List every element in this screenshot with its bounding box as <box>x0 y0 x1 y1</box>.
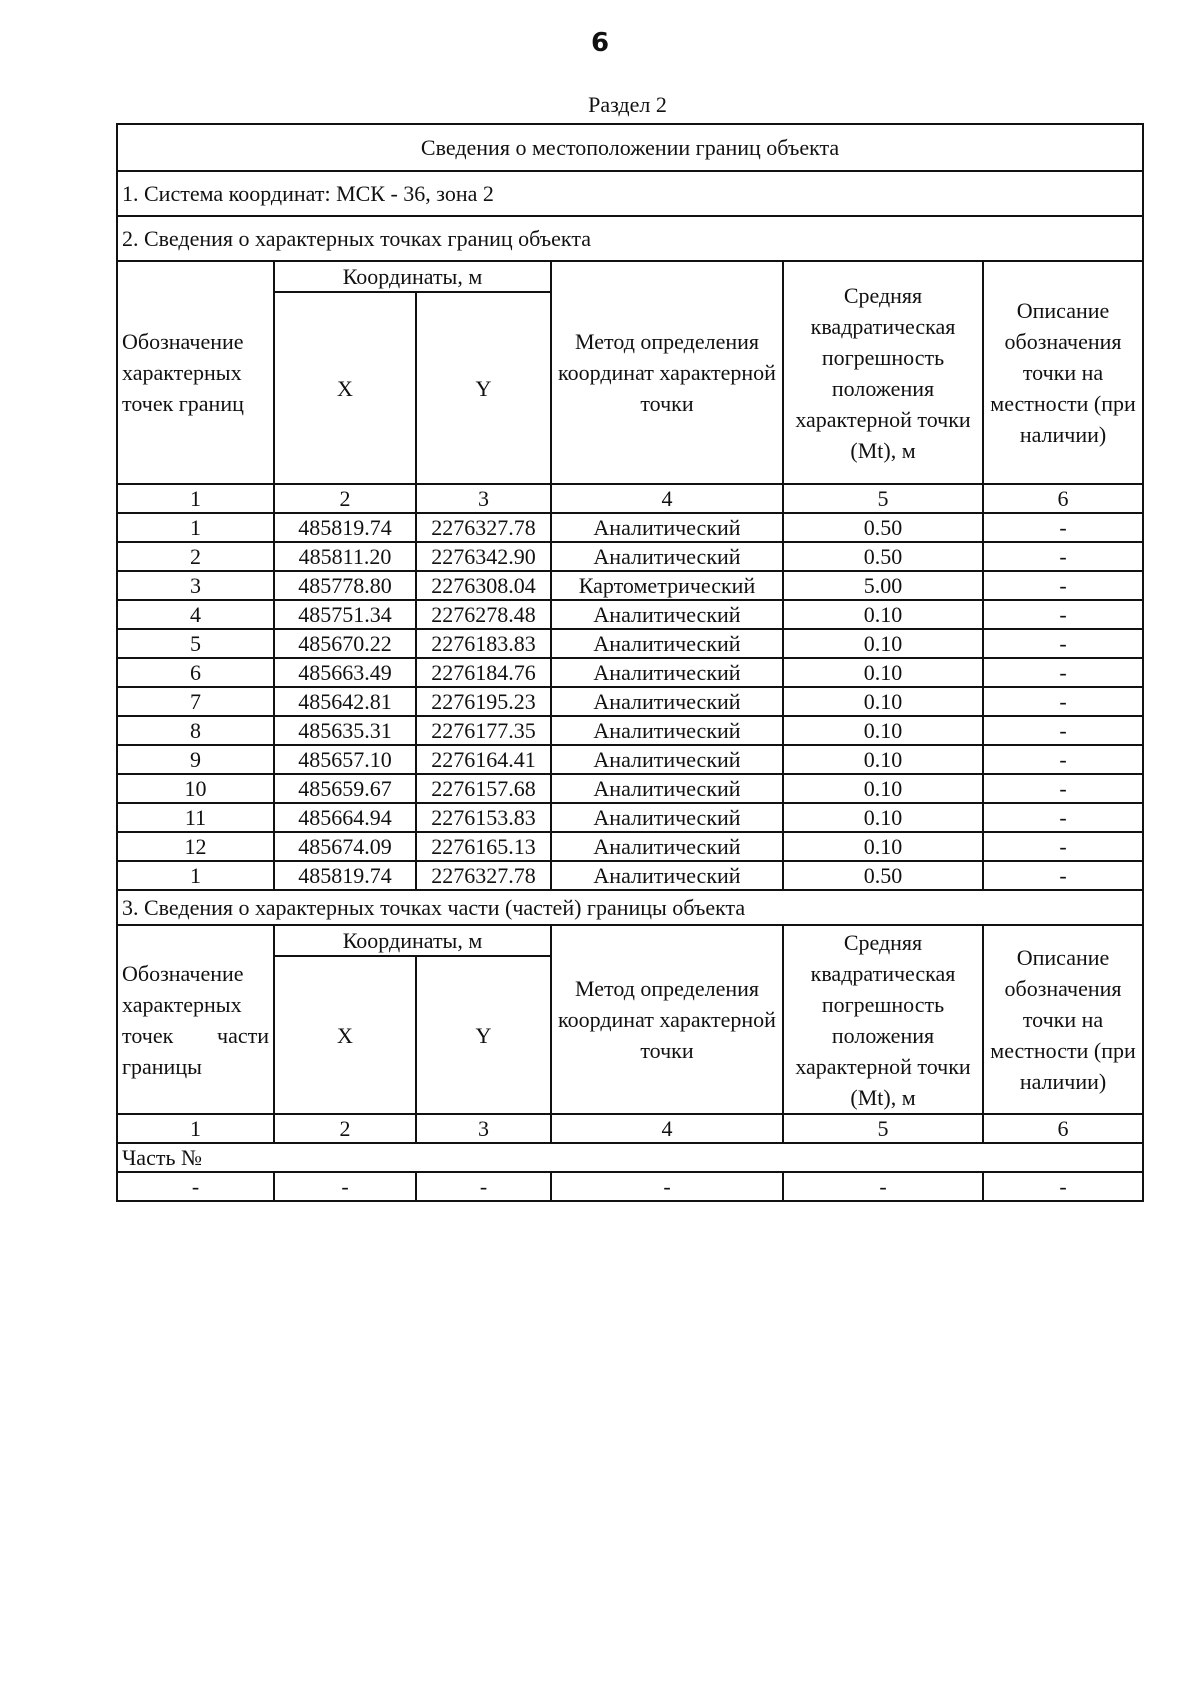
desc-cell: - <box>983 832 1143 861</box>
table-row <box>117 629 1143 658</box>
column-number-cell: 1 <box>117 484 274 513</box>
desc-cell: - <box>983 861 1143 890</box>
parts-header-error: Средняя квадратическая погрешность положения характерной точки (Mt), м <box>783 925 983 1114</box>
method-cell: Аналитический <box>551 774 783 803</box>
column-number-cell: 4 <box>551 484 783 513</box>
point-number-cell: 9 <box>117 745 274 774</box>
mt-cell: 0.10 <box>783 687 983 716</box>
x-cell: - <box>274 1172 416 1201</box>
table-row <box>117 542 1143 571</box>
point-number-cell: 12 <box>117 832 274 861</box>
parts-header-method: Метод определения координат характерной точки <box>551 925 783 1114</box>
header-row-1 <box>117 261 1143 292</box>
desc-cell: - <box>983 745 1143 774</box>
column-number-cell: 3 <box>416 1114 551 1143</box>
method-cell: - <box>551 1172 783 1201</box>
table-row <box>117 803 1143 832</box>
mt-cell: 0.50 <box>783 513 983 542</box>
point-number-cell: 8 <box>117 716 274 745</box>
desc-cell: - <box>983 629 1143 658</box>
column-number-row <box>117 484 1143 513</box>
table-row <box>117 745 1143 774</box>
table-row <box>117 513 1143 542</box>
mt-cell: 0.10 <box>783 803 983 832</box>
column-number-cell: 6 <box>983 1114 1143 1143</box>
header-error: Средняя квадратическая погрешность положения характерной точки (Mt), м <box>783 261 983 484</box>
method-cell: Картометрический <box>551 571 783 600</box>
method-cell: Аналитический <box>551 716 783 745</box>
x-cell: 485819.74 <box>274 861 416 890</box>
mt-cell: 0.10 <box>783 629 983 658</box>
method-cell: Аналитический <box>551 687 783 716</box>
point-number-cell: 5 <box>117 629 274 658</box>
x-cell: 485751.34 <box>274 600 416 629</box>
table-row <box>117 1172 1143 1201</box>
mt-cell: 0.10 <box>783 745 983 774</box>
point-number-cell: 7 <box>117 687 274 716</box>
column-number-cell: 2 <box>274 1114 416 1143</box>
column-number-cell: 1 <box>117 1114 274 1143</box>
y-cell: 2276327.78 <box>416 513 551 542</box>
desc-cell: - <box>983 687 1143 716</box>
parts-header-description: Описание обозначения точки на местности (при наличии) <box>983 925 1143 1114</box>
desc-cell: - <box>983 658 1143 687</box>
parts-header-row-1 <box>117 925 1143 956</box>
parts-column-number-row <box>117 1114 1143 1143</box>
desc-cell: - <box>983 803 1143 832</box>
header-point-designation: Обозначение характерных точек границ <box>117 261 274 484</box>
point-number-cell: 1 <box>117 513 274 542</box>
column-number-cell: 2 <box>274 484 416 513</box>
column-number-cell: 5 <box>783 1114 983 1143</box>
desc-cell: - <box>983 600 1143 629</box>
point-number-cell: 10 <box>117 774 274 803</box>
y-cell: 2276184.76 <box>416 658 551 687</box>
point-number-cell: 6 <box>117 658 274 687</box>
desc-cell: - <box>983 571 1143 600</box>
point-number-cell: - <box>117 1172 274 1201</box>
y-cell: 2276157.68 <box>416 774 551 803</box>
desc-cell: - <box>983 1172 1143 1201</box>
x-cell: 485659.67 <box>274 774 416 803</box>
points-heading-row <box>117 216 1143 261</box>
y-cell: 2276308.04 <box>416 571 551 600</box>
method-cell: Аналитический <box>551 542 783 571</box>
header-y: Y <box>416 292 551 484</box>
table-row <box>117 571 1143 600</box>
table-row <box>117 774 1143 803</box>
x-cell: 485819.74 <box>274 513 416 542</box>
table-row <box>117 600 1143 629</box>
header-description: Описание обозначения точки на местности (при наличии) <box>983 261 1143 484</box>
x-cell: 485635.31 <box>274 716 416 745</box>
page-number: 6 <box>590 28 610 58</box>
y-cell: 2276165.13 <box>416 832 551 861</box>
mt-cell: 0.50 <box>783 542 983 571</box>
parts-header-x: X <box>274 956 416 1114</box>
parts-heading: 3. Сведения о характерных точках части (частей) границы объекта <box>117 890 1143 925</box>
table-row <box>117 658 1143 687</box>
y-cell: 2276327.78 <box>416 861 551 890</box>
mt-cell: 0.50 <box>783 861 983 890</box>
parts-heading-row <box>117 890 1143 925</box>
desc-cell: - <box>983 716 1143 745</box>
column-number-cell: 3 <box>416 484 551 513</box>
table-row <box>117 716 1143 745</box>
table-title: Сведения о местоположении границ объекта <box>117 124 1143 171</box>
method-cell: Аналитический <box>551 745 783 774</box>
mt-cell: 5.00 <box>783 571 983 600</box>
table-row <box>117 861 1143 890</box>
header-coordinates: Координаты, м <box>274 261 551 292</box>
method-cell: Аналитический <box>551 803 783 832</box>
mt-cell: 0.10 <box>783 774 983 803</box>
point-number-cell: 1 <box>117 861 274 890</box>
x-cell: 485778.80 <box>274 571 416 600</box>
method-cell: Аналитический <box>551 832 783 861</box>
desc-cell: - <box>983 513 1143 542</box>
coord-system-row <box>117 171 1143 216</box>
coord-system: 1. Система координат: МСК - 36, зона 2 <box>117 171 1143 216</box>
desc-cell: - <box>983 542 1143 571</box>
y-cell: 2276177.35 <box>416 716 551 745</box>
method-cell: Аналитический <box>551 513 783 542</box>
part-label: Часть № <box>117 1143 1143 1172</box>
y-cell: 2276164.41 <box>416 745 551 774</box>
header-x: X <box>274 292 416 484</box>
x-cell: 485674.09 <box>274 832 416 861</box>
method-cell: Аналитический <box>551 861 783 890</box>
point-number-cell: 4 <box>117 600 274 629</box>
boundary-table <box>116 123 1144 1202</box>
mt-cell: 0.10 <box>783 600 983 629</box>
point-number-cell: 3 <box>117 571 274 600</box>
table-row <box>117 832 1143 861</box>
point-number-cell: 11 <box>117 803 274 832</box>
points-heading: 2. Сведения о характерных точках границ объекта <box>117 216 1143 261</box>
mt-cell: - <box>783 1172 983 1201</box>
column-number-cell: 6 <box>983 484 1143 513</box>
y-cell: 2276153.83 <box>416 803 551 832</box>
y-cell: 2276195.23 <box>416 687 551 716</box>
x-cell: 485811.20 <box>274 542 416 571</box>
section-title: Раздел 2 <box>588 92 667 117</box>
mt-cell: 0.10 <box>783 832 983 861</box>
y-cell: 2276342.90 <box>416 542 551 571</box>
y-cell: 2276278.48 <box>416 600 551 629</box>
mt-cell: 0.10 <box>783 716 983 745</box>
x-cell: 485657.10 <box>274 745 416 774</box>
table-title-row <box>117 124 1143 171</box>
desc-cell: - <box>983 774 1143 803</box>
mt-cell: 0.10 <box>783 658 983 687</box>
y-cell: 2276183.83 <box>416 629 551 658</box>
method-cell: Аналитический <box>551 658 783 687</box>
header-method: Метод определения координат характерной точки <box>551 261 783 484</box>
table-row <box>117 687 1143 716</box>
point-number-cell: 2 <box>117 542 274 571</box>
parts-header-point-designation: Обозначение характерных точек части границы <box>117 925 274 1114</box>
method-cell: Аналитический <box>551 629 783 658</box>
x-cell: 485670.22 <box>274 629 416 658</box>
y-cell: - <box>416 1172 551 1201</box>
method-cell: Аналитический <box>551 600 783 629</box>
column-number-cell: 5 <box>783 484 983 513</box>
parts-header-coordinates: Координаты, м <box>274 925 551 956</box>
x-cell: 485663.49 <box>274 658 416 687</box>
column-number-cell: 4 <box>551 1114 783 1143</box>
part-label-row <box>117 1143 1143 1172</box>
parts-header-y: Y <box>416 956 551 1114</box>
x-cell: 485642.81 <box>274 687 416 716</box>
x-cell: 485664.94 <box>274 803 416 832</box>
